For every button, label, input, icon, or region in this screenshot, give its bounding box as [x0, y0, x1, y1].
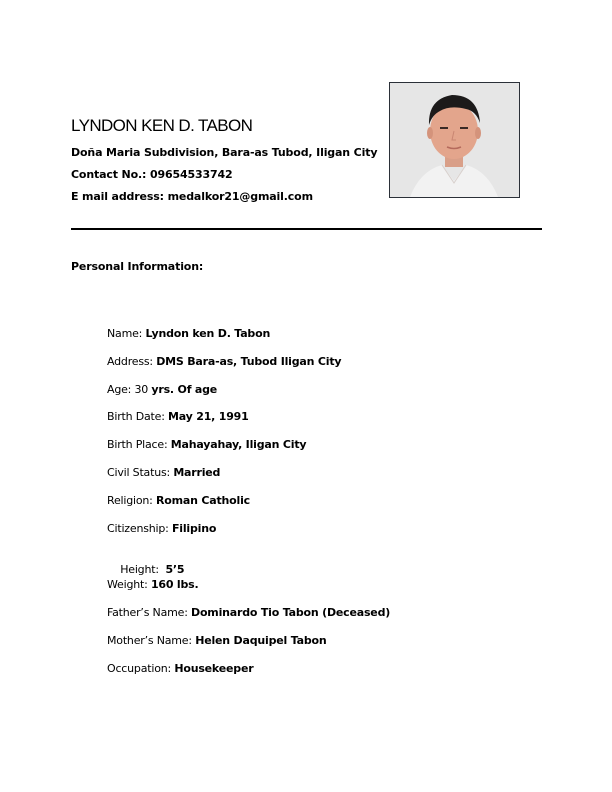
info-label: Birth Place:: [107, 438, 171, 451]
info-value: Dominardo Tio Tabon (Deceased): [191, 606, 391, 619]
contact-number: Contact No.: 09654533742: [71, 168, 233, 181]
info-row-name: [107, 327, 270, 340]
info-label: Name:: [107, 327, 146, 340]
home-address: Doña Maria Subdivision, Bara-as Tubod, Iligan City: [71, 146, 378, 159]
info-label: Occupation:: [107, 662, 175, 675]
info-label: Father’s Name:: [107, 606, 192, 619]
info-value: Filipino: [171, 522, 217, 535]
info-row-birth-place: [107, 438, 306, 451]
info-row-father-name: [107, 606, 390, 619]
info-row-age: [107, 383, 217, 396]
info-label: Address:: [107, 355, 157, 368]
info-value: yrs. Of age: [151, 383, 218, 396]
info-value: DMS Bara-as, Tubod Iligan City: [156, 355, 342, 368]
email-address: E mail address: medalkor21@gmail.com: [71, 190, 313, 203]
info-label: Mother’s Name:: [107, 634, 196, 647]
info-value: Housekeeper: [174, 662, 254, 675]
personal-information-heading: Personal Information:: [71, 260, 204, 273]
info-label: Height:: [120, 563, 166, 576]
info-row-address: [107, 355, 341, 368]
info-row-citizenship: [107, 522, 216, 535]
info-value: Lyndon ken D. Tabon: [145, 327, 271, 340]
info-row-civil-status: [107, 466, 220, 479]
info-row-mother-name: [107, 634, 326, 647]
info-row-birth-date: [107, 410, 249, 423]
info-label: Age:: [107, 383, 135, 396]
applicant-name-heading: LYNDON KEN D. TABON: [71, 116, 253, 135]
info-value: May 21, 1991: [168, 410, 249, 423]
info-value: Mahayahay, Iligan City: [170, 438, 307, 451]
info-value: Roman Catholic: [155, 494, 250, 507]
info-value: Married: [173, 466, 221, 479]
info-value: 5’5: [165, 563, 185, 576]
info-label: Religion:: [107, 494, 156, 507]
info-label: Birth Date:: [107, 410, 169, 423]
info-row-occupation: [107, 662, 253, 675]
info-label: Weight:: [107, 578, 151, 591]
portrait-image: [390, 83, 519, 197]
info-label: Citizenship:: [107, 522, 172, 535]
info-row-weight: [107, 578, 199, 591]
header-divider: [71, 228, 542, 230]
info-value: Helen Daquipel Tabon: [195, 634, 327, 647]
info-row-religion: [107, 494, 250, 507]
applicant-photo: [389, 82, 520, 198]
info-value: 160 lbs.: [150, 578, 199, 591]
info-label: Civil Status:: [107, 466, 174, 479]
info-value-regular: 30: [134, 383, 152, 396]
